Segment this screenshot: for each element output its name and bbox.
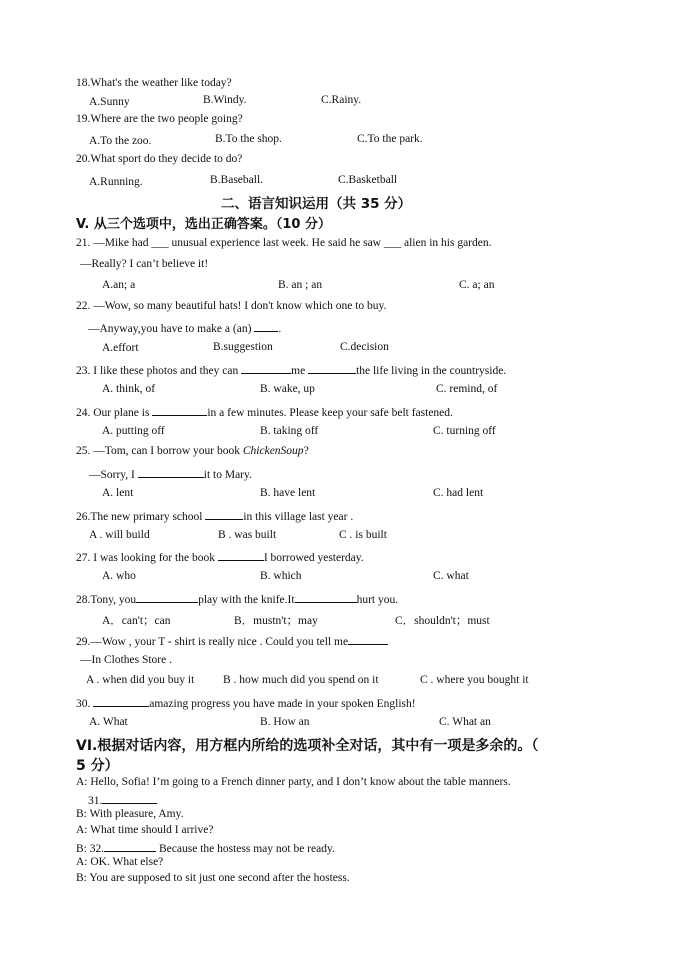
dialog-line-4: A: What time should I arrive?: [76, 824, 214, 836]
q22-option-a: A.effort: [102, 342, 139, 354]
q18-option-c: C.Rainy.: [321, 94, 362, 106]
q28-blank-2[interactable]: [295, 591, 357, 603]
q21-option-c: C. a; an: [459, 279, 495, 291]
q30-option-c: C. What an: [439, 716, 491, 728]
q23-option-b: B. wake, up: [260, 383, 315, 395]
q29-line2: —In Clothes Store .: [80, 654, 172, 666]
q27-blank[interactable]: [218, 549, 264, 561]
q20-option-a: A.Running.: [89, 176, 143, 188]
q21-line1: 21. —Mike had ___ unusual experience last week. He said he saw ___ alien in his garden.: [76, 237, 492, 249]
section-5-title: V. 从三个选项中，选出正确答案。（10 分）: [76, 217, 331, 232]
q24-option-b: B. taking off: [260, 425, 319, 437]
q26-option-b: B . was built: [218, 529, 277, 541]
q19-stem: 19.Where are the two people going?: [76, 113, 243, 125]
q26-option-a: A . will build: [89, 529, 150, 541]
q28-option-a: A．can't；can: [102, 615, 171, 627]
q26-stem: 26.The new primary school in this village last year .: [76, 508, 353, 523]
dialog-blank-32[interactable]: [104, 840, 156, 852]
q20-stem: 20.What sport do they decide to do?: [76, 153, 243, 165]
q30-stem: 30. amazing progress you have made in your spoken English!: [76, 695, 416, 710]
q22-line1: 22. —Wow, so many beautiful hats! I don't know which one to buy.: [76, 300, 387, 312]
q22-line2: —Anyway,you have to make a (an) .: [88, 320, 281, 335]
q18-option-a: A.Sunny: [89, 96, 130, 108]
dialog-line-1: A: Hello, Sofia! I’m going to a French dinner party, and I don’t know about the table manners.: [76, 776, 511, 788]
q29-option-a: A . when did you buy it: [86, 674, 195, 686]
q23-option-c: C. remind, of: [436, 383, 498, 395]
section-2-title: 二、语言知识运用（共 35 分）: [221, 196, 412, 212]
q25-line1: 25. —Tom, can I borrow your book ChickenSoup?: [76, 445, 309, 457]
q25-book-title: ChickenSoup: [242, 445, 304, 457]
q26-option-c: C . is built: [339, 529, 387, 541]
q29-line1: 29.—Wow , your T - shirt is really nice . Could you tell me: [76, 633, 388, 648]
q25-option-a: A. lent: [102, 487, 134, 499]
q27-stem: 27. I was looking for the book I borrowed yesterday.: [76, 549, 364, 564]
section-6-title-line1: VI.根据对话内容，用方框内所给的选项补全对话，其中有一项是多余的。（: [76, 738, 539, 754]
dialog-line-3: B: With pleasure, Amy.: [76, 808, 184, 820]
q23-stem: 23. I like these photos and they can me the life living in the countryside.: [76, 362, 506, 377]
q24-option-c: C. turning off: [433, 425, 496, 437]
q25-option-b: B. have lent: [260, 487, 316, 499]
q28-option-b: B．mustn't；may: [234, 615, 318, 627]
q27-option-c: C. what: [433, 570, 469, 582]
q23-blank-2[interactable]: [308, 362, 356, 374]
q26-blank[interactable]: [205, 508, 243, 520]
q18-stem: 18.What's the weather like today?: [76, 77, 232, 89]
q29-option-b: B . how much did you spend on it: [223, 674, 379, 686]
q29-blank[interactable]: [348, 633, 388, 645]
q30-blank[interactable]: [93, 695, 149, 707]
q23-option-a: A. think, of: [102, 383, 156, 395]
q24-option-a: A. putting off: [102, 425, 165, 437]
dialog-line-31: 31.: [88, 792, 157, 807]
q28-option-c: C．shouldn't；must: [395, 615, 490, 627]
q19-option-b: B.To the shop.: [215, 133, 282, 145]
q19-option-a: A.To the zoo.: [89, 135, 152, 147]
q30-option-b: B. How an: [260, 716, 310, 728]
dialog-line-6: A: OK. What else?: [76, 856, 164, 868]
q20-option-c: C.Basketball: [338, 174, 398, 186]
dialog-line-7: B: You are supposed to sit just one second after the hostess.: [76, 872, 350, 884]
q28-blank-1[interactable]: [136, 591, 198, 603]
q29-option-c: C . where you bought it: [420, 674, 529, 686]
q23-blank-1[interactable]: [241, 362, 291, 374]
q25-option-c: C. had lent: [433, 487, 484, 499]
q24-stem: 24. Our plane is in a few minutes. Please keep your safe belt fastened.: [76, 404, 453, 419]
q21-option-b: B. an ; an: [278, 279, 323, 291]
q28-stem: 28.Tony, you play with the knife.It hurt you.: [76, 591, 398, 606]
dialog-blank-31[interactable]: [102, 792, 157, 804]
q19-option-c: C.To the park.: [357, 133, 423, 145]
q21-option-a: A.an; a: [102, 279, 136, 291]
q27-option-a: A. who: [102, 570, 136, 582]
section-6-title-line2: 5 分）: [76, 758, 119, 774]
q25-line2: —Sorry, I it to Mary.: [89, 466, 252, 481]
q24-blank[interactable]: [152, 404, 207, 416]
q20-option-b: B.Baseball.: [210, 174, 264, 186]
q22-blank[interactable]: [254, 320, 278, 332]
q30-option-a: A. What: [89, 716, 128, 728]
q22-option-b: B.suggestion: [213, 341, 273, 353]
q22-option-c: C.decision: [340, 341, 389, 353]
q27-option-b: B. which: [260, 570, 302, 582]
q18-option-b: B.Windy.: [203, 94, 247, 106]
q21-line2: —Really? I can’t believe it!: [80, 258, 209, 270]
q25-blank[interactable]: [138, 466, 204, 478]
dialog-line-5: B: 32. Because the hostess may not be ready.: [76, 840, 335, 855]
